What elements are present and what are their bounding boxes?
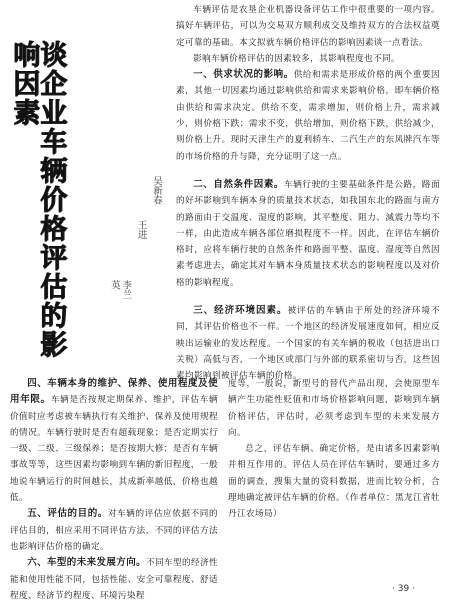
section-5-body: 对车辆的评估应依据不同的评估目的，相应采用不同评估方法，不同的评估方法也影响评估价格的确定。: [10, 509, 218, 552]
bottom-left-column: [10, 376, 218, 604]
section-3-body: 被评估的车辆由于所处的经济环境不同，其评估价格也不一样。一个地区的经济发展速度如何，相应反映出运输业的发达程度。一个国家的有关车辆的税收（包括进出口关税）高低与否，一个地区或部门与外部的联系密切与否，这些因素均影响到被评估车辆的价格。: [176, 306, 440, 382]
section-3-heading: 三、经济环境因素。: [193, 305, 288, 317]
bottom-right-column: [228, 376, 440, 523]
author-name: 王进: [135, 220, 147, 239]
section-5: [10, 506, 218, 555]
section-2-body: 车辆行驶的主要基础条件是公路，路面的好坏影响到车辆本身的质量技术状态，如我国东北的路面与南方的路面由于交温度、湿度的影响，其平整度、阻力、減震力等均不一样，由此造成车辆各部位磨损程度不一样。因此，在评估车辆价格时，应将车辆行驶的自然条件和路面平整、温度、湿度等自然因素考虑进去，确定其对车辆本身质量技术状态的影响程度以及对价格的影响程度。: [176, 179, 440, 288]
section-3: [176, 303, 440, 384]
section-2: [176, 177, 440, 291]
article-title-block: [10, 40, 68, 370]
section-1: [176, 67, 440, 165]
author-name: 吴新春: [151, 176, 162, 205]
intro-paragraph: 车辆评估是农垦企业机器设备评估工作中很重要的一项内容。搞好车辆评估，可以为交易双方顺利成交及维持双方的合法权益奠定可靠的基础。本文拟就车辆价格评估的影响因素谈一点看法。: [176, 5, 440, 48]
section-6-body: 不同车型的经济性能和使用性能不同，包括性能、安全可靠程度、舒适程度、经济节约程度、环境污染程: [10, 558, 218, 601]
article-title: 谈企业车辆价格评估的影响因素: [8, 40, 66, 359]
intro-paragraph: 影响车辆价格评估的因素较多，其影响程度也不同。: [193, 53, 401, 64]
top-right-column: [176, 2, 440, 385]
page-number: · 39 ·: [392, 584, 415, 594]
author-name: 李兰英: [108, 280, 132, 299]
section-1-heading: 一、供求状况的影响。: [193, 69, 294, 81]
section-4-heading: 四、车辆本身的维护、保养、使用程度及使用年限。: [10, 378, 218, 406]
section-6-continuation: 度等，一般说，新型号的替代产品出现，会使原型车辆产生功能性贬值和市场价格影响问题，影响到车辆价格评估，评估时，必须考虑到车型的未来发展方向。: [228, 379, 440, 438]
section-1-body: 供给和需求是形成价格的两个重要因素，其他一切因素均通过影响供给和需求来影响价格，即车辆价格由供给和需求决定。供给不变，需求增加，则价格上升，需求减少，则价格下跌；需求不变，供给增加，则价格下跌，供给减少，则价格上升。现时天津生产的夏利轿车、二汽生产的东风牌汽车等的市场价格的升与降，充分证明了这一点。: [176, 70, 440, 162]
conclusion-paragraph: 总之，评估车辆、确定价格，是由诸多因素影响并相互作用的。评估人员在评估车辆时，要通过多方面的调查，搜集大量的资料数据，进而比较分析，合理地确定被评估车辆的价格。（作者单位：黑龙江省牡丹江农场局）: [228, 444, 440, 520]
section-4: [10, 376, 218, 506]
section-6: [10, 555, 218, 604]
section-6-heading: 六、车型的未来发展方向。: [27, 557, 147, 569]
author-list: [108, 176, 162, 306]
section-4-body: 车辆是否按规定期保养、维护，评估车辆价值时应考虑被车辆执行有关维护、保养及使用规程的情况。车辆行驶时是否有超载现象；是否定期实行一级、二级、三级保养；是否按期大修；是否有车辆事故等等，这些因素均影响到车辆的新旧程度，一般地说车辆运行的时间越长，其成新率越低，价格也越低。: [10, 395, 218, 504]
section-2-heading: 二、自然条件因素。: [193, 178, 285, 190]
section-5-heading: 五、评估的目的。: [27, 508, 108, 520]
